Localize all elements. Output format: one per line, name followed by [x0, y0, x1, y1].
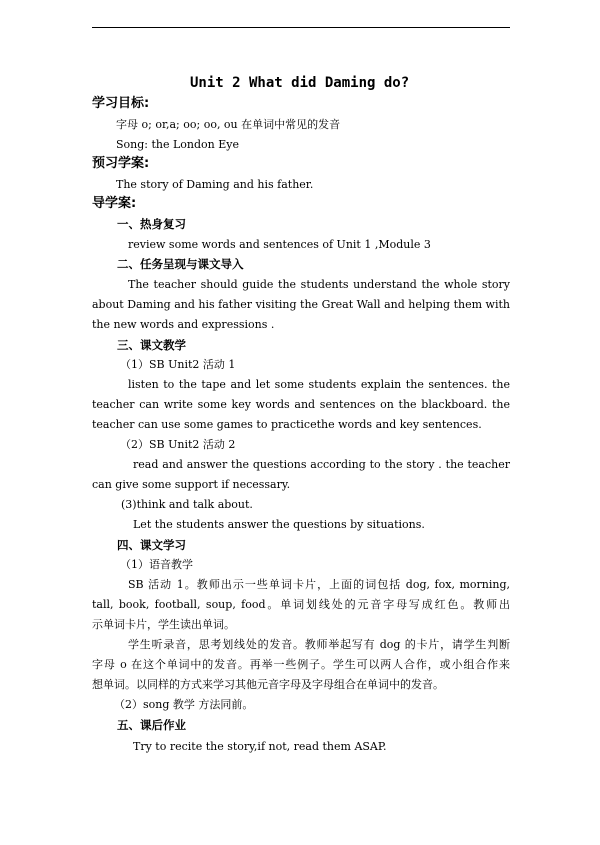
objectives-line-2: Song: the London Eye [116, 138, 240, 151]
section-4-item-1-line-6: 想单词。以同样的方式来学习其他元音字母及字母组合在单词中的发音。 [92, 678, 444, 691]
guide-heading: 导学案: [92, 196, 137, 211]
section-4-item-2-title: （2）song 教学 方法同前。 [114, 698, 254, 711]
section-3-item-1-line-3: teacher can use some games to practicethe words and key sentences. [92, 418, 482, 431]
preview-heading: 预习学案: [92, 156, 150, 171]
section-3-item-1-title: （1）SB Unit2 活动 1 [120, 358, 236, 371]
section-2-line-3: the new words and expressions . [92, 318, 275, 331]
section-4-item-1-title: （1）语音教学 [120, 558, 193, 571]
section-3-item-2-line-2: can give some support if necessary. [92, 478, 291, 491]
section-1-line-1: review some words and sentences of Unit 1 ,Module 3 [128, 238, 431, 251]
section-5-heading: 五、课后作业 [117, 718, 186, 732]
section-4-item-1-line-5: 字母 o 在这个单词中的发音。再举一些例子。学生可以两人合作，或小组合作来 [92, 658, 510, 671]
objectives-heading: 学习目标: [92, 96, 150, 111]
section-2-heading: 二、任务呈现与课文导入 [117, 257, 244, 271]
section-2-line-1: The teacher should guide the students understand the whole story [128, 278, 510, 291]
section-3-item-3-title: (3)think and talk about. [121, 498, 253, 511]
section-4-item-1-line-2: tall, book, football, soup, food。单词划线处的元音字母写成红色。教师出 [92, 598, 510, 611]
header-rule [92, 27, 510, 28]
section-4-item-1-line-1: SB 活动 1。教师出示一些单词卡片，上面的词包括 dog, fox, morning, [128, 578, 510, 591]
section-1-heading: 一、热身复习 [117, 217, 186, 231]
section-4-heading: 四、课文学习 [117, 538, 186, 552]
section-3-item-2-title: （2）SB Unit2 活动 2 [120, 438, 236, 451]
section-4-item-1-line-4: 学生听录音，思考划线处的发音。教师举起写有 dog 的卡片，请学生判断 [128, 638, 510, 651]
section-3-item-1-line-2: teacher can write some key words and sentences on the blackboard. the [92, 398, 510, 411]
section-3-item-1-line-1: listen to the tape and let some students explain the sentences. the [128, 378, 510, 391]
section-4-item-1-line-3: 示单词卡片，学生读出单词。 [92, 618, 235, 631]
page-title: Unit 2 What did Daming do? [190, 75, 410, 91]
section-5-line-1: Try to recite the story,if not, read them ASAP. [133, 740, 387, 753]
section-2-line-2: about Daming and his father visiting the Great Wall and helping them with [92, 298, 510, 311]
section-3-heading: 三、课文教学 [117, 338, 186, 352]
objectives-line-1: 字母 o; or,a; oo; oo, ou 在单词中常见的发音 [116, 118, 341, 131]
section-3-item-3-line-1: Let the students answer the questions by situations. [133, 518, 425, 531]
section-3-item-2-line-1: read and answer the questions according to the story . the teacher [133, 458, 510, 471]
preview-line-1: The story of Daming and his father. [116, 178, 314, 191]
